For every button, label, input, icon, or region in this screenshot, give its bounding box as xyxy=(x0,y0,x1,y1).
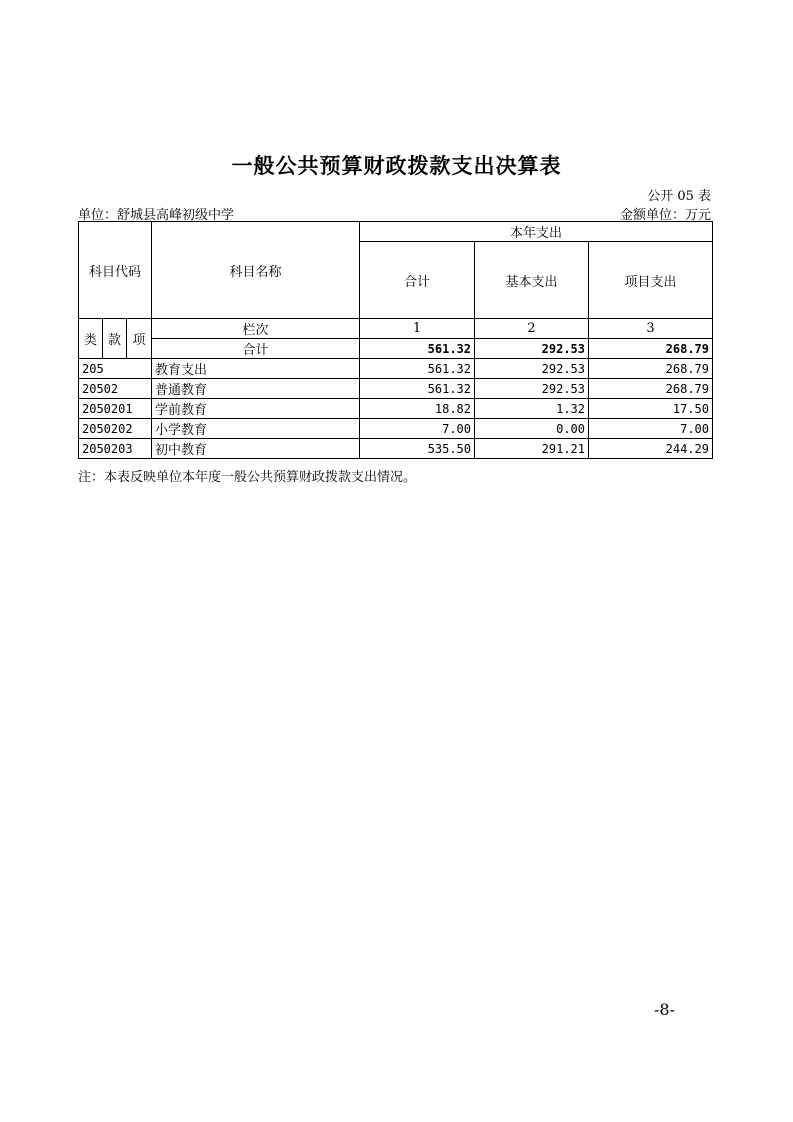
column-index-2: 2 xyxy=(475,319,589,339)
row-project: 17.50 xyxy=(589,399,713,419)
row-project: 268.79 xyxy=(589,379,713,399)
money-unit-label: 金额单位：万元 xyxy=(619,208,711,223)
table-note: 注：本表反映单位本年度一般公共预算财政拨款支出情况。 xyxy=(78,470,417,485)
header-kuan: 款 xyxy=(103,319,127,359)
header-current-year: 本年支出 xyxy=(360,222,713,242)
row-name: 小学教育 xyxy=(152,419,360,439)
row-code: 2050203 xyxy=(79,439,152,459)
row-project: 268.79 xyxy=(589,359,713,379)
page-title: 一般公共预算财政拨款支出决算表 xyxy=(231,154,562,178)
page-number: -8- xyxy=(654,1000,675,1019)
row-code: 20502 xyxy=(79,379,152,399)
row-project: 7.00 xyxy=(589,419,713,439)
row-total: 561.32 xyxy=(360,359,475,379)
header-name: 科目名称 xyxy=(152,222,360,319)
row-basic: 291.21 xyxy=(475,439,589,459)
row-project: 244.29 xyxy=(589,439,713,459)
unit-label: 单位：舒城县高峰初级中学 xyxy=(78,208,235,223)
form-code: 公开 05 表 xyxy=(647,189,711,204)
column-index-3: 3 xyxy=(589,319,713,339)
expenditure-table xyxy=(78,221,713,459)
table-row xyxy=(79,399,713,419)
column-index-label: 栏次 xyxy=(152,319,360,339)
column-index-1: 1 xyxy=(360,319,475,339)
total-row-project: 268.79 xyxy=(589,339,713,359)
table-row xyxy=(79,419,713,439)
header-total: 合计 xyxy=(360,242,475,319)
header-project: 项目支出 xyxy=(589,242,713,319)
table-row xyxy=(79,359,713,379)
row-name: 初中教育 xyxy=(152,439,360,459)
table-row xyxy=(79,439,713,459)
row-total: 18.82 xyxy=(360,399,475,419)
row-code: 205 xyxy=(79,359,152,379)
row-code: 2050202 xyxy=(79,419,152,439)
row-code: 2050201 xyxy=(79,399,152,419)
row-total: 535.50 xyxy=(360,439,475,459)
header-basic: 基本支出 xyxy=(475,242,589,319)
row-basic: 292.53 xyxy=(475,379,589,399)
table-row xyxy=(79,379,713,399)
header-code: 科目代码 xyxy=(79,222,152,319)
total-row-basic: 292.53 xyxy=(475,339,589,359)
row-basic: 1.32 xyxy=(475,399,589,419)
row-total: 561.32 xyxy=(360,379,475,399)
row-basic: 0.00 xyxy=(475,419,589,439)
header-lei: 类 xyxy=(79,319,103,359)
total-row-total: 561.32 xyxy=(360,339,475,359)
row-name: 学前教育 xyxy=(152,399,360,419)
total-row-label: 合计 xyxy=(152,339,360,359)
row-name: 普通教育 xyxy=(152,379,360,399)
row-basic: 292.53 xyxy=(475,359,589,379)
row-total: 7.00 xyxy=(360,419,475,439)
row-name: 教育支出 xyxy=(152,359,360,379)
header-xiang: 项 xyxy=(127,319,152,359)
